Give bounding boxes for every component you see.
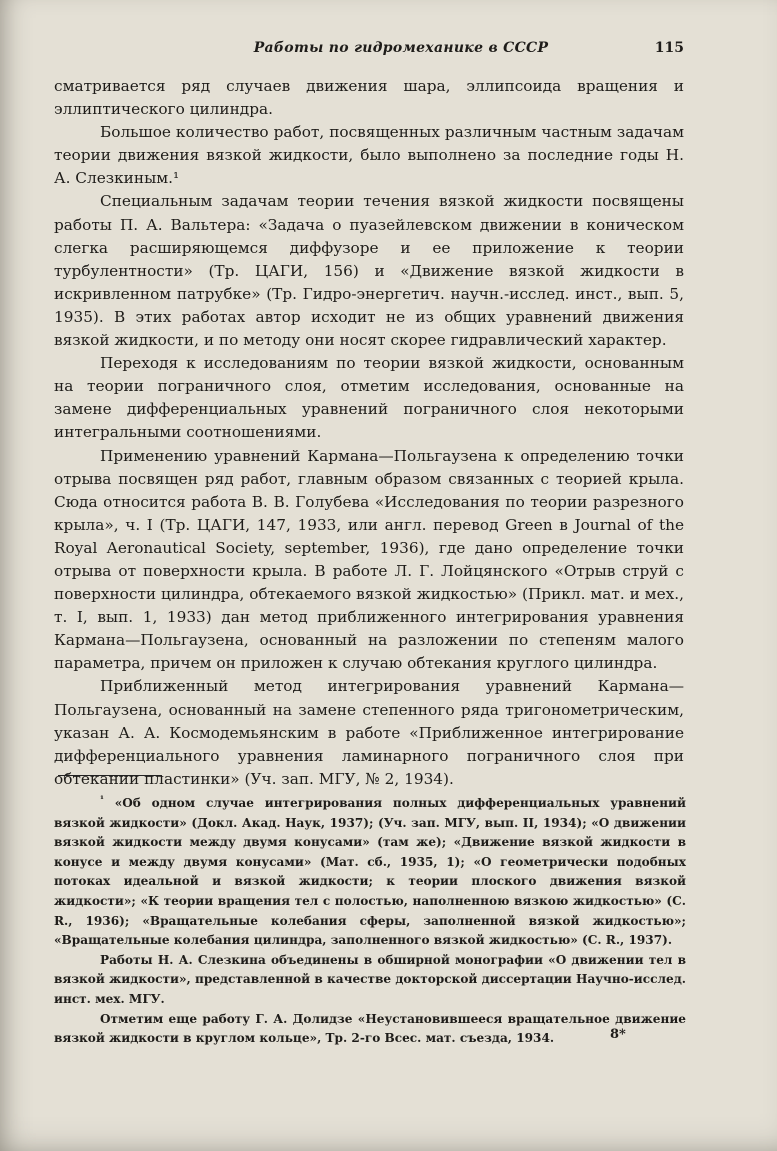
footnote-1 — [54, 791, 686, 951]
paragraph: Большое количество работ, посвященных различным частным задачам теории движения вязкой жидкости, было выполнено за последние годы Н. А. Слезкиным.¹ — [54, 123, 684, 188]
paragraph: Приближенный метод интегрирования уравнений Кармана—Польгаузена, основанный на замене степенного ряда тригонометрическим, указан А. А. Космодемьянским в работе «Приближенное интегрирование дифференциального уравнения ламинарного пограничного слоя при обтекании пластинки» (Уч. зап. МГУ, № 2, 1934). — [54, 677, 684, 788]
signature-mark: 8* — [610, 1027, 626, 1042]
paragraph: сматривается ряд случаев движения шара, эллипсоида вращения и эллиптического цилиндра. — [54, 77, 684, 119]
footnote-marker: ¹ — [100, 795, 104, 805]
page-number: 115 — [654, 40, 684, 56]
paragraph: Применению уравнений Кармана—Польгаузена к определению точки отрыва посвящен ряд работ, главным образом связанных с теорией крыла. Сюда относится работа В. В. Голубева «Исследования по теории разрезного крыла», ч. I (Тр. ЦАГИ, 147, 1933, или англ. перевод Green в Journal of the Royal Aeronautical Society, september, 1936), где дано определение точки отрыва от поверхности крыла. В работе Л. Г. Лойцянского «Отрыв струй с поверхности цилиндра, обтекаемого вязкой жидкостью» (Прикл. мат. и мех., т. I, вып. 1, 1933) дан метод приближенного интегрирования уравнения Кармана—Польгаузена, основанный на разложении по степеням малого параметра, причем он приложен к случаю обтекания круглого цилиндра. — [54, 446, 684, 673]
footnote-1-text: «Об одном случае интегрирования полных дифференциальных уравнений вязкой жидкости» (Докл. Акад. Наук, 1937); (Уч. зап. МГУ, вып. II, 1934); «О движении вязкой жидкости между двумя конусами» (там же); «Движение вязкой жидкости в конусе и между двумя конусами» (Мат. сб., 1935, 1); «О геометрически подобных потоках идеальной и вязкой жидкости; к теории плоского движения вязкой жидкости»; «К теории вращения тел с полостью, наполненною вязкою жидкостью» (С. R., 1936); «Вращательные колебания сферы, заполненной вязкой жидкостью»; «Вращательные колебания цилиндра, заполненного вязкой жидкостью» (С. R., 1937). — [54, 796, 686, 948]
page-header — [96, 40, 684, 62]
footnote-divider — [58, 775, 162, 776]
paragraph: Специальным задачам теории течения вязкой жидкости посвящены работы П. А. Вальтера: «Задача о пуазейлевском движении в коническом слегка расширяющемся диффузоре и ее приложение к теории турбулентности» (Тр. ЦАГИ, 156) и «Движение вязкой жидкости в искривленном патрубке» (Тр. Гидро-энергетич. научн.-исслед. инст., вып. 5, 1935). В этих работах автор исходит не из общих уравнений движения вязкой жидкости, и по методу они носят скорее гидравлический характер. — [54, 192, 684, 350]
paragraph: Переходя к исследованиям по теории вязкой жидкости, основанным на теории пограничного слоя, отметим исследования, основанные на замене дифференциальных уравнений пограничного слоя некоторыми интегральными соотношениями. — [54, 354, 684, 442]
footnote-2: Работы Н. А. Слезкина объединены в обширной монографии «О движении тел в вязкой жидкости», представленной в качестве докторской диссертации Научно-исслед. инст. мех. МГУ. — [54, 952, 686, 1006]
footnote-3: Отметим еще работу Г. А. Долидзе «Неустановившееся вращательное движение вязкой жидкости в круглом кольце», Тр. 2-го Всес. мат. съезда, 1934. — [54, 1011, 686, 1046]
running-title: Работы по гидромеханике в СССР — [253, 40, 549, 56]
body-text — [54, 75, 684, 791]
footnotes — [54, 791, 686, 1049]
